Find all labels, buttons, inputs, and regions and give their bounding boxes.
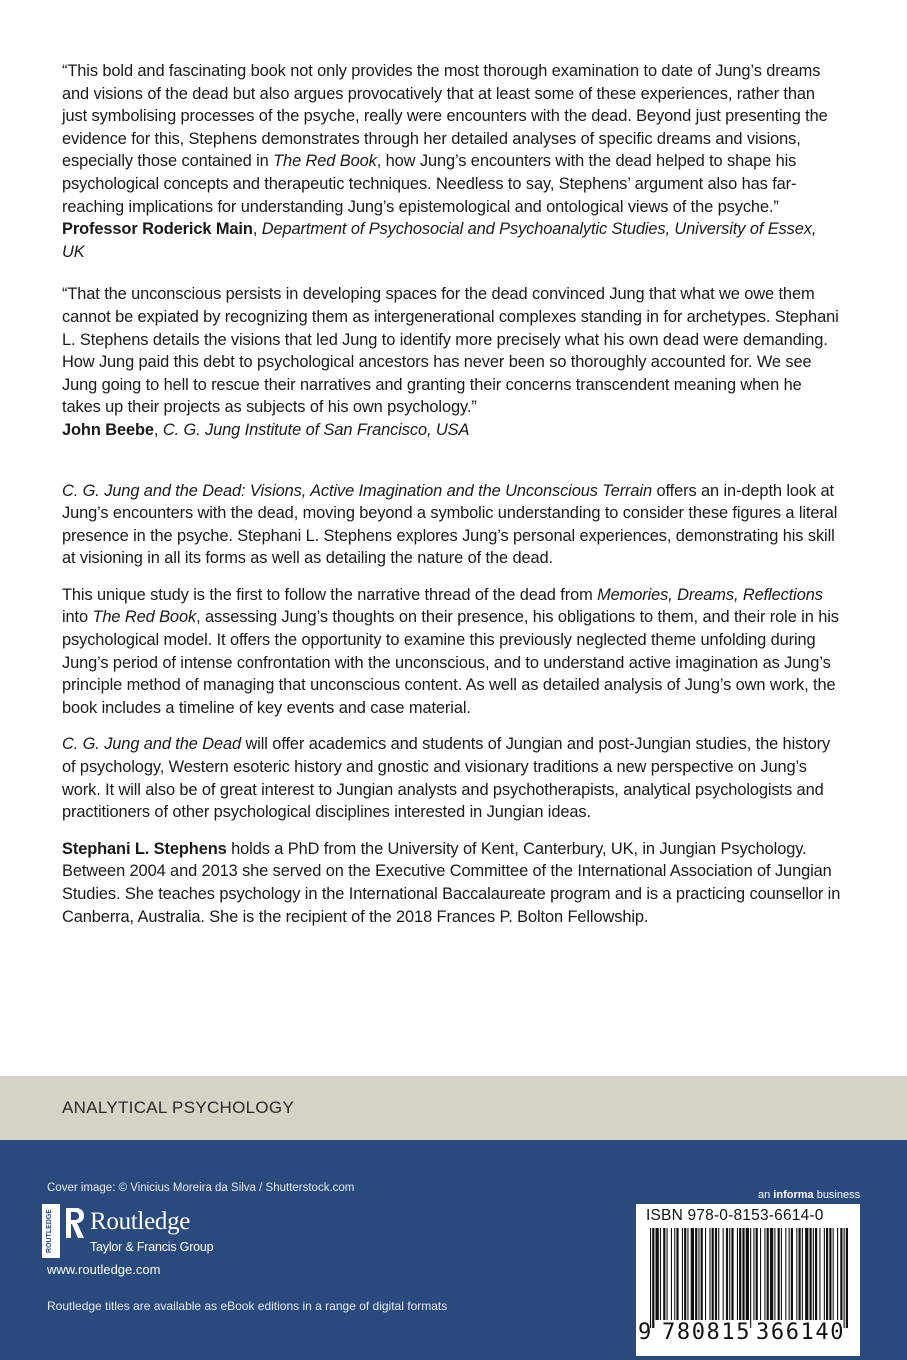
barcode-bar (737, 1228, 738, 1320)
ebook-note: Routledge titles are available as eBook editions in a range of digital formats (47, 1299, 448, 1313)
logo-vertical-text: ROUTLEDGE (46, 1209, 53, 1253)
author-bio: Stephani L. Stephens holds a PhD from the University of Kent, Canterbury, UK, in Jungian Psychology. Between 2004 and 2013 she served on the Executive Committee of the International Association of Jungian Studies. She teaches psychology in the International Baccalaureate program and is a practicing counsellor in Canberra, Australia. She is the recipient of the 2018 Frances P. Bolton Fellowship. (62, 839, 841, 926)
quote-main-affiliation: Department of Psychosocial and Psychoanalytic Studies, University of Essex, UK (62, 220, 817, 261)
barcode-bar (819, 1228, 820, 1320)
barcode-bar (770, 1228, 773, 1320)
barcode-bar (844, 1228, 845, 1328)
barcode-bar (750, 1228, 751, 1328)
barcode-bar (781, 1228, 782, 1320)
barcode-bar (785, 1228, 786, 1320)
barcode-bar (742, 1228, 744, 1320)
barcode-bar (652, 1228, 654, 1328)
barcode-digits-left: 780815 (662, 1320, 752, 1345)
barcode-bar (778, 1228, 780, 1320)
barcode-bar (682, 1228, 683, 1320)
barcode-bar (813, 1228, 814, 1320)
category-label: ANALYTICAL PSYCHOLOGY (62, 1098, 295, 1117)
barcode-bar (833, 1228, 834, 1320)
barcode-bar (802, 1228, 803, 1320)
barcode-bar (756, 1228, 758, 1320)
routledge-logo (42, 1204, 242, 1260)
publisher-website[interactable]: www.routledge.com (47, 1262, 161, 1277)
barcode (650, 1228, 848, 1328)
barcode-bar (829, 1228, 831, 1320)
back-cover-text (62, 60, 842, 942)
quote-beebe-author: John Beebe (62, 420, 154, 439)
category-band (0, 1076, 907, 1140)
barcode-bar (674, 1228, 675, 1320)
barcode-bar (656, 1228, 659, 1320)
isbn-text: ISBN 978-0-8153-6614-0 (646, 1207, 824, 1224)
barcode-bar (698, 1228, 699, 1320)
barcode-bar (676, 1228, 678, 1320)
cover-credit: Cover image: © Vinicius Moreira da Silva / Shutterstock.com (47, 1182, 355, 1194)
barcode-digit-first: 9 (638, 1320, 652, 1345)
barcode-bar (767, 1228, 769, 1320)
barcode-bar (840, 1228, 842, 1320)
description-paragraph-3: C. G. Jung and the Dead will offer academics and students of Jungian and post-Jungian studies, the history of psychology, Western esoteric history and gnostic and visionary traditions a new perspective on Jung’s work. It will also be of great interest to Jungian analysts and psychotherapists, analytical psychologists and practitioners of other psychological disciplines interested in Jungian ideas. (62, 735, 831, 822)
routledge-logo-icon (42, 1204, 60, 1258)
barcode-bar (726, 1228, 728, 1320)
barcode-bar (701, 1228, 703, 1320)
barcode-bar (723, 1228, 724, 1320)
informa-tagline: an informa business (758, 1189, 861, 1201)
barcode-bar (731, 1228, 733, 1320)
barcode-bar (826, 1228, 828, 1320)
barcode-bar (691, 1228, 694, 1320)
quote-beebe-affiliation: C. G. Jung Institute of San Francisco, USA (162, 420, 470, 439)
barcode-bar (799, 1228, 801, 1320)
barcode-bar (810, 1228, 812, 1320)
barcode-bar (715, 1228, 717, 1320)
quote-beebe: “That the unconscious persists in developing spaces for the dead convinced Jung that what we owe them cannot be expiated by recognizing them as intergenerational complexes standing in for archetypes. Stephani L. Stephens details the visions that led Jung to identify more precisely what his own dead were demanding. How Jung paid this debt to psychological ancestors has never been so thoroughly accounted for. We see Jung going to hell to rescue their narratives and granting their concerns transcendent meaning when he takes up their projects as subjects of his own psychology.” (62, 285, 839, 417)
barcode-bar (729, 1228, 730, 1320)
barcode-bar (791, 1228, 793, 1320)
description-paragraph-1: C. G. Jung and the Dead: Visions, Active Imagination and the Unconscious Terrain offers an in-depth look at Jung’s encounters with the dead, moving beyond a symbolic understanding to consider these figures a literal presence in the psyche. Stephani L. Stephens explores Jung’s personal experiences, demonstrating his skill at visioning in all its forms as well as detailing the nature of the dead. (62, 481, 838, 568)
isbn-barcode-box (636, 1204, 860, 1356)
barcode-bar (774, 1228, 775, 1320)
barcode-bar (650, 1228, 651, 1328)
barcode-bar (695, 1228, 697, 1320)
barcode-bar (671, 1228, 672, 1320)
description-paragraph-2: This unique study is the first to follow the narrative thread of the dead from Memories, Dreams, Reflections into The Red Book, assessing Jung’s thoughts on their presence, his obligations to them, and their role in his psychological model. It offers the opportunity to examine this previously neglected theme unfolding during Jung’s period of intense confrontation with the unconscious, and to understand active imagination as Jung’s principle method of managing that unconscious content. As well as detailed analysis of Jung’s own work, the book includes a timeline of key events and case material. (62, 585, 839, 717)
barcode-bar (718, 1228, 719, 1320)
barcode-bar (805, 1228, 808, 1320)
barcode-bar (760, 1228, 761, 1320)
barcode-bar (824, 1228, 825, 1320)
barcode-bar (796, 1228, 797, 1320)
publisher-footer (0, 1140, 907, 1360)
quote-main: “This bold and fascinating book not only provides the most thorough examination to date of Jung’s dreams and visions of the dead but also argues provocatively that at least some of these experiences, rather than just symbolising processes of the psyche, really were encounters with the dead. Beyond just presenting the evidence for this, Stephens demonstrates through her detailed analyses of specific dreams and visions, especially those contained in The Red Book, how Jung’s encounters with the dead helped to shape his psychological concepts and therapeutic techniques. Needless to say, Stephens’ argument also has far-reaching implications for understanding Jung’s epistemological and ontological views of the psyche.” (62, 62, 828, 216)
barcode-bar (753, 1228, 754, 1320)
barcode-bar (789, 1228, 790, 1320)
barcode-bar (815, 1228, 817, 1320)
barcode-bar (687, 1228, 688, 1320)
quote-main-attribution: Professor Roderick Main, Department of Psychosocial and Psychoanalytic Studies, University of Essex, UK (62, 220, 817, 261)
quote-beebe-attribution: John Beebe, C. G. Jung Institute of San Francisco, USA (62, 420, 470, 439)
publisher-name: Routledge (90, 1208, 191, 1235)
barcode-bar (667, 1228, 668, 1320)
barcode-bar (837, 1228, 838, 1320)
barcode-bar (764, 1228, 765, 1320)
barcode-bar (739, 1228, 741, 1320)
quote-main-author: Professor Roderick Main (62, 220, 253, 239)
barcode-bar (663, 1228, 665, 1320)
routledge-r-icon (64, 1206, 86, 1240)
barcode-digits-right: 366140 (756, 1320, 846, 1345)
barcode-bar (684, 1228, 686, 1320)
barcode-bar (846, 1228, 848, 1328)
publisher-group: Taylor & Francis Group (90, 1240, 214, 1254)
barcode-bar (712, 1228, 714, 1320)
barcode-bar (709, 1228, 710, 1320)
barcode-bar (660, 1228, 661, 1320)
barcode-bar (746, 1228, 749, 1320)
barcode-bar (705, 1228, 706, 1320)
